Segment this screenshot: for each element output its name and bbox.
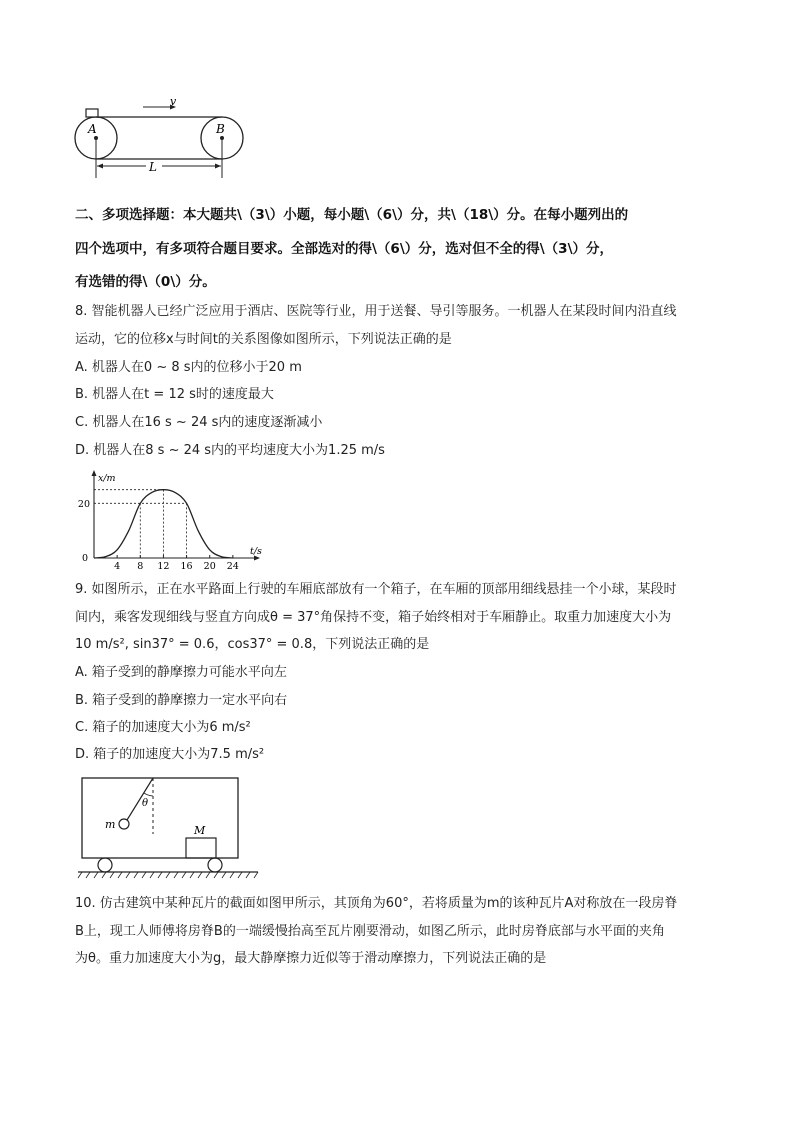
q9-stem-line2: 间内，乘客发现细线与竖直方向成θ = 37°角保持不变，箱子始终相对于车厢静止。取重力加速度大小为: [75, 610, 672, 625]
box-m: [186, 838, 216, 858]
x-tick-label: 24: [226, 561, 239, 572]
q8-chart: [68, 470, 268, 574]
x-tick-label: 4: [114, 561, 121, 572]
q8-option-c: C. 机器人在16 s ~ 24 s内的速度逐渐减小: [75, 415, 323, 430]
xt-graph: [68, 470, 268, 574]
origin-label: 0: [81, 553, 88, 564]
block-on-belt: [86, 109, 98, 117]
q10-stem-line1: 10. 仿古建筑中某种瓦片的截面如图甲所示，其顶角为60°，若将质量为m的该种瓦片A对称放在一段房脊: [75, 896, 678, 911]
ground-hatching: [78, 872, 258, 878]
q9-stem-line3: 10 m/s², sin37° = 0.6，cos37° = 0.8，下列说法正确的是: [75, 637, 430, 652]
section-heading-line1: 二、多项选择题：本大题共\（3\）小题，每小题\（6\）分，共\（18\）分。在每小题列出的: [75, 207, 629, 223]
dim-arrow-left: [97, 164, 103, 169]
x-tick-label: 8: [137, 561, 144, 572]
label-m: m: [105, 818, 116, 831]
string: [127, 778, 153, 820]
q8-stem-line1: 8. 智能机器人已经广泛应用于酒店、医院等行业，用于送餐、导引等服务。一机器人在某段时间内沿直线: [75, 304, 677, 319]
label-theta: θ: [142, 798, 149, 809]
x-tick-label: 16: [180, 561, 193, 572]
label-l: L: [149, 160, 157, 174]
belt-figure: [70, 92, 255, 182]
q8-option-b: B. 机器人在t = 12 s时的速度最大: [75, 387, 274, 402]
ball: [119, 819, 129, 829]
q8-option-a: A. 机器人在0 ~ 8 s内的位移小于20 m: [75, 360, 302, 375]
carriage-diagram: [70, 774, 270, 884]
x-tick-label: 12: [157, 561, 170, 572]
q9-option-c: C. 箱子的加速度大小为6 m/s²: [75, 720, 251, 735]
q9-option-d: D. 箱子的加速度大小为7.5 m/s²: [75, 747, 265, 762]
label-big-m: M: [194, 824, 206, 837]
q10-stem-line3: 为θ。重力加速度大小为g，最大静摩擦力近似等于滑动摩擦力，下列说法正确的是: [75, 951, 547, 966]
dim-arrow-right: [215, 164, 221, 169]
q8-option-d: D. 机器人在8 s ~ 24 s内的平均速度大小为1.25 m/s: [75, 443, 385, 458]
y-tick-label: 20: [77, 498, 90, 510]
section-heading-line3: 有选错的得\（0\）分。: [75, 274, 216, 290]
q9-option-a: A. 箱子受到的静摩擦力可能水平向左: [75, 665, 287, 680]
x-axis-label: t/s: [250, 546, 262, 557]
section-heading-line2: 四个选项中，有多项符合题目要求。全部选对的得\（6\）分，选对但不全的得\（3\）分，: [75, 241, 614, 257]
label-v: v: [170, 95, 177, 108]
q9-stem-line1: 9. 如图所示，正在水平路面上行驶的车厢底部放有一个箱子，在车厢的顶部用细线悬挂一个小球，某段时: [75, 582, 677, 597]
wheel-left: [98, 858, 112, 872]
q10-stem-line2: B上，现工人师傅将房脊B的一端缓慢抬高至瓦片刚要滑动，如图乙所示，此时房脊底部与水平面的夹角: [75, 924, 665, 939]
angle-arc: [144, 793, 153, 796]
series-line: [94, 490, 233, 558]
q8-stem-line2: 运动，它的位移x与时间t的关系图像如图所示，下列说法正确的是: [75, 332, 452, 347]
y-axis-arrow: [92, 470, 97, 476]
q9-option-b: B. 箱子受到的静摩擦力一定水平向右: [75, 693, 288, 708]
carriage-figure: [70, 774, 270, 884]
y-axis-label: x/m: [98, 473, 116, 484]
belt-diagram: [70, 92, 255, 182]
label-a: A: [88, 122, 97, 136]
wheel-right: [208, 858, 222, 872]
x-tick-label: 20: [203, 561, 216, 572]
label-b: B: [216, 122, 225, 136]
